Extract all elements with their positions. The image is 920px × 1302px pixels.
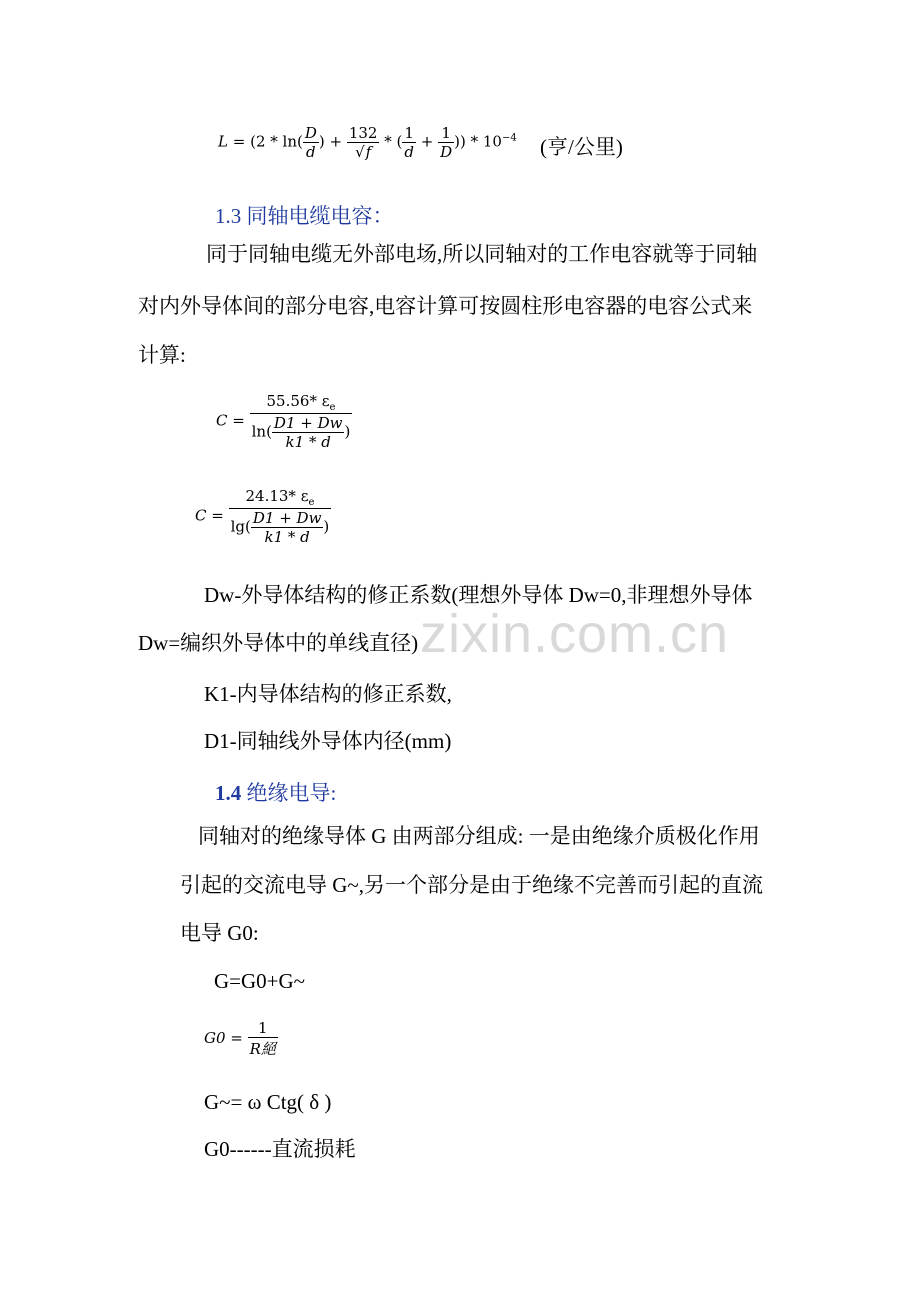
watermark: zixin.com.cn: [420, 604, 730, 664]
definition-dw-line-1: Dw-外导体结构的修正系数(理想外导体 Dw=0,非理想外导体: [204, 583, 753, 607]
formula-inductance: L = (2 * ln( $\frac{D}{d}$ ) + $\frac{132}{√f}$ * ( $\frac{1}{d}$ + $\frac{1}{D}$ )) * $10^{-4}$: [218, 124, 517, 161]
section-heading-1-4: 1.4 绝缘电导:: [215, 781, 337, 805]
frac-1-D: $\frac{1}{D}$: [440, 124, 453, 161]
capacitance-lg-inner-fraction: $\frac{D1 + Dw}{k1 * d}$: [252, 509, 322, 546]
formula-g-sum: G=G0+G~: [214, 969, 306, 993]
definition-dw-line-2: Dw=编织外导体中的单线直径): [138, 631, 419, 655]
frac-132-sqrt-f: $\frac{132}{√f}$: [348, 124, 378, 161]
paragraph-1-3-line-1: 同于同轴电缆无外部电场,所以同轴对的工作电容就等于同轴: [206, 242, 758, 266]
capacitance-lg-fraction: 24.13* $\varepsilon_e$ lg( $\frac{D1 + Dw}{k1 * d}$ ): [230, 487, 330, 546]
frac-1-d: $\frac{1}{d}$: [404, 124, 414, 161]
definition-g0: G0------直流损耗: [204, 1137, 356, 1161]
inductance-unit: (亨/公里): [540, 135, 623, 159]
paragraph-1-4-line-3: 电导 G0:: [180, 921, 259, 945]
formula-g-ac: G~= ω Ctg( δ ): [204, 1090, 332, 1114]
formula-capacitance-lg: C = 24.13* $\varepsilon_e$ lg( $\frac{D1 + Dw}{k1 * d}$ ): [195, 487, 330, 546]
definition-k1: K1-内导体结构的修正系数,: [204, 682, 452, 706]
formula-capacitance-ln: C = 55.56* $\varepsilon_e$ ln( $\frac{D1 + Dw}{k1 * d}$ ): [216, 392, 351, 451]
capacitance-ln-inner-fraction: $\frac{D1 + Dw}{k1 * d}$: [273, 414, 343, 451]
paragraph-1-3-line-2: 对内外导体间的部分电容,电容计算可按圆柱形电容器的电容公式来: [138, 294, 753, 318]
formula-g0: G0 = $\frac{1}{\text{R絕}}$: [204, 1019, 276, 1058]
capacitance-ln-fraction: 55.56* $\varepsilon_e$ ln( $\frac{D1 + Dw}{k1 * d}$ ): [251, 392, 351, 451]
paragraph-1-4-line-1: 同轴对的绝缘导体 G 由两部分组成: 一是由绝缘介质极化作用: [198, 824, 760, 848]
paragraph-1-3-line-3: 计算:: [138, 343, 186, 367]
section-heading-1-3: 1.3 同轴电缆电容：: [215, 204, 394, 228]
definition-d1: D1-同轴线外导体内径(mm): [204, 729, 452, 753]
g0-fraction: $\frac{1}{\text{R絕}}$: [249, 1019, 276, 1058]
paragraph-1-4-line-2: 引起的交流电导 G~,另一个部分是由于绝缘不完善而引起的直流: [180, 873, 764, 897]
frac-D-d: $\frac{D}{d}$: [304, 124, 317, 161]
